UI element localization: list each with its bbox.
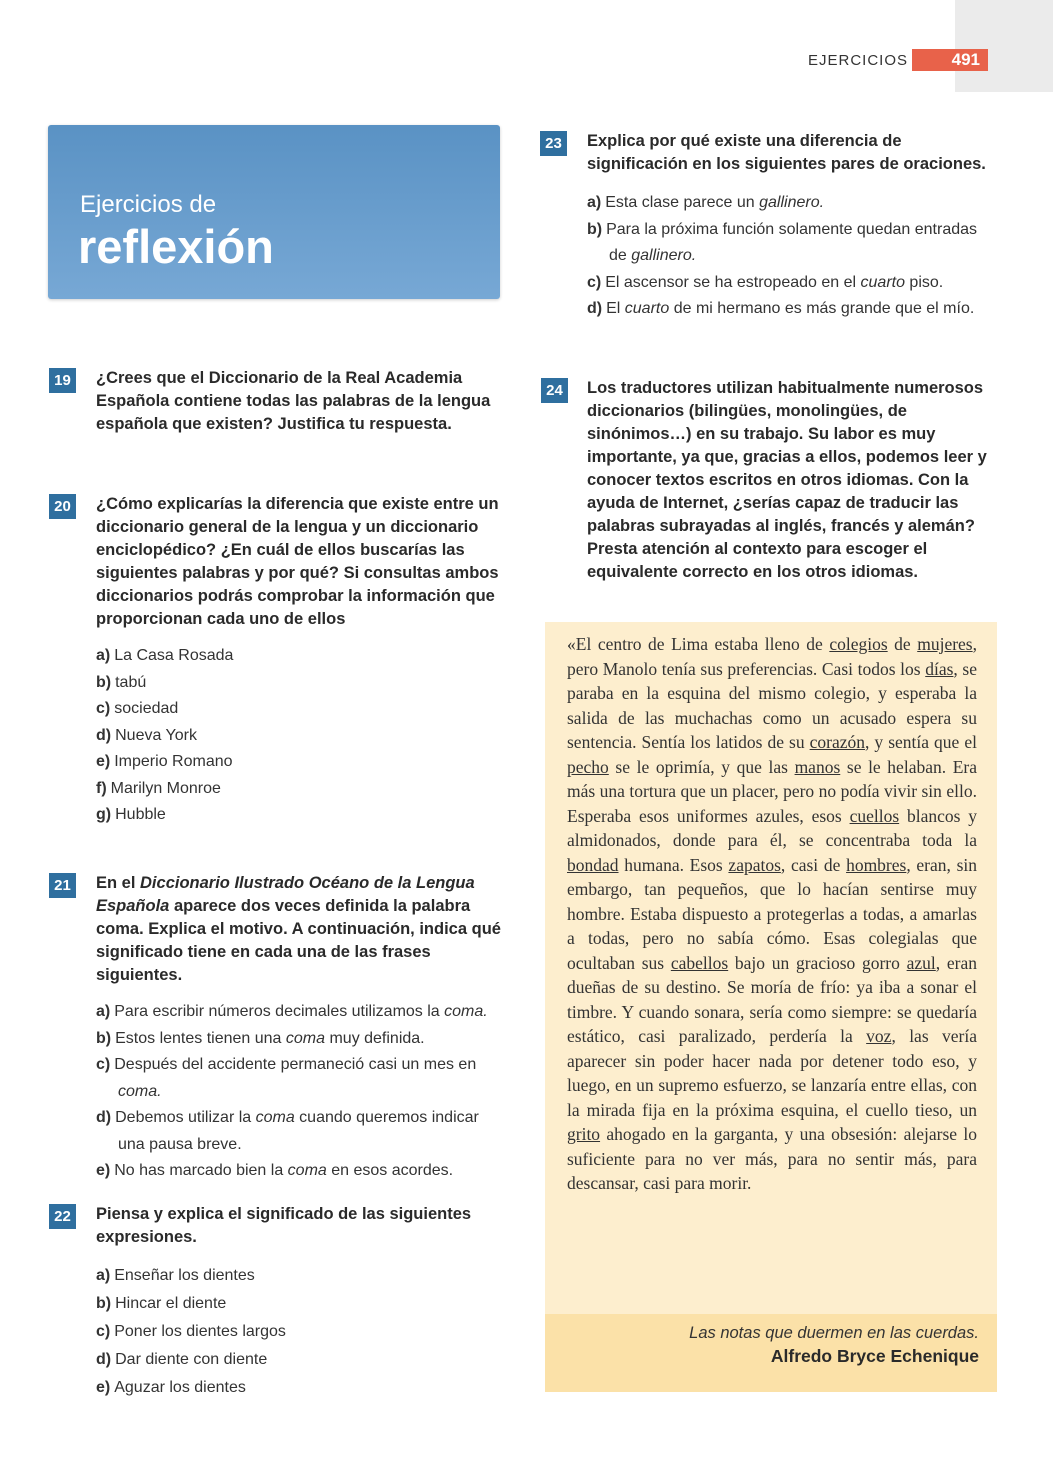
- source-title: Las notas que duermen en las cuerdas.: [689, 1324, 979, 1342]
- quote-segment: , las vería aparecer sin poder hacer nada por detener todo eso, y luego, en un supremo esfuerzo, se lanzaría entre ellas, con la mirada fija en la próxima esquina, el cuello tieso, un: [567, 1026, 977, 1120]
- list-item: b) Para la próxima función solamente quedan entradas de gallinero.: [587, 220, 978, 264]
- list-item: e) No has marcado bien la coma en esos acordes.: [96, 1162, 454, 1179]
- quote-segment: se le helaban. Era más una tortura que un placer, pero no podía vivir sin ello. Esperaba esos uniformes azules, esos: [567, 756, 977, 826]
- list-item: b) Estos lentes tienen una coma muy definida.: [96, 1029, 425, 1047]
- quote-text: [567, 632, 977, 1196]
- quote-segment: , eran dueñas de su destino. Se moría de frío: ya iba a sonar el timbre. Y cuando sonara, sería como siempre: se quedaría estático, casi paralizado, perdería la: [567, 952, 977, 1046]
- exercise-items: [96, 999, 506, 1185]
- exercise-19: [54, 367, 506, 436]
- underlined-word: días: [925, 658, 954, 679]
- exercise-items: [96, 643, 506, 829]
- list-item: d) Nueva York: [96, 726, 197, 744]
- list-item: c) Después del accidente permaneció casi un mes en coma.: [96, 1056, 477, 1100]
- list-item: a) Esta clase parece un gallinero.: [587, 194, 825, 211]
- quote-segment: blancos y almidonados, donde para él, se concentraba toda la: [567, 805, 977, 850]
- exercise-question: ¿Cómo explicarías la diferencia que existe entre un diccionario general de la lengua y un diccionario enciclopédico? ¿En cuál de ellos buscarías las siguientes palabras y por qué? Si consultas ambos diccionarios podrás comprobar la información que proporcionan cada uno de ellos: [96, 495, 499, 628]
- exercise-number: 20: [49, 494, 76, 519]
- banner-title: reflexión: [78, 220, 274, 273]
- list-item: d) Debemos utilizar la coma cuando queremos indicar una pausa breve.: [96, 1109, 479, 1153]
- underlined-word: grito: [567, 1124, 601, 1144]
- exercise-question: Los traductores utilizan habitualmente numerosos diccionarios (bilingües, monolingües, de sinónimos…) en su trabajo. Su labor es muy importante, ya que, gracias a ellos, podemos leer y conocer textos escritos en otros idiomas. Con la ayuda de Internet, ¿serías capaz de traducir las palabras subrayadas al inglés, francés y alemán? Presta atención al contexto para escoger el equivalente correcto en los otros idiomas.: [587, 379, 987, 581]
- quote-segment: , casi de: [780, 854, 847, 875]
- exercise-number: 24: [541, 378, 568, 403]
- underlined-word: azul: [906, 952, 936, 973]
- underlined-word: corazón: [809, 732, 865, 752]
- exercise-number: 19: [49, 368, 76, 393]
- list-item: b) tabú: [96, 673, 147, 691]
- quote-segment: , eran, sin embargo, tan pequeños, que lo hacían sentirse muy hombre. Estaba dispuesto a protegerlas a todas, a amarlas a todas, pero no sabía cómo. Esas colegialas que ocultaban sus: [567, 854, 977, 973]
- list-item: c) sociedad: [96, 700, 179, 717]
- exercise-question: Explica por qué existe una diferencia de significación en los siguientes pares de oraciones.: [587, 132, 986, 173]
- list-item: e) Aguzar los dientes: [96, 1379, 246, 1396]
- quote-segment: humana. Esos: [618, 854, 729, 875]
- exercise-number: 21: [49, 873, 76, 898]
- list-item: c) Poner los dientes largos: [96, 1323, 286, 1340]
- list-item: a) La Casa Rosada: [96, 647, 234, 664]
- list-item: d) El cuarto de mi hermano es más grande que el mío.: [587, 300, 975, 317]
- section-header: EJERCICIOS: [808, 52, 909, 69]
- list-item: f) Marilyn Monroe: [96, 779, 221, 797]
- list-item: d) Dar diente con diente: [96, 1351, 268, 1368]
- list-item: b) Hincar el diente: [96, 1295, 227, 1312]
- exercise-20: [54, 493, 506, 829]
- exercise-question: ¿Crees que el Diccionario de la Real Academia Española contiene todas las palabras de la lengua española que existen? Justifica tu respuesta.: [96, 369, 491, 433]
- underlined-word: colegios: [829, 634, 888, 654]
- underlined-word: manos: [794, 756, 841, 777]
- exercise-23: [545, 130, 997, 323]
- source-author: Alfredo Bryce Echenique: [770, 1346, 979, 1366]
- page-corner-tab: [955, 0, 1053, 92]
- list-item: g) Hubble: [96, 806, 166, 823]
- quote-segment: , se paraba en la esquina del mismo colegio, y esperaba la salida de las muchachas como un acusado espera su sentencia. Sentía los latidos de su: [567, 658, 977, 752]
- quote-box: [545, 622, 997, 1392]
- underlined-word: cabellos: [670, 952, 729, 973]
- exercise-items: [96, 1262, 506, 1402]
- exercise-21: [54, 872, 506, 1185]
- exercise-number: 23: [540, 131, 567, 156]
- underlined-word: mujeres: [917, 634, 973, 654]
- quote-segment: de: [887, 634, 918, 654]
- page-number: 491: [912, 49, 988, 71]
- exercise-22: [54, 1203, 506, 1402]
- section-banner: [48, 125, 500, 299]
- exercise-items: [587, 190, 997, 323]
- quote-segment: se le oprimía, y que las: [608, 756, 795, 777]
- list-item: c) El ascensor se ha estropeado en el cuarto piso.: [587, 273, 944, 291]
- underlined-word: voz: [866, 1026, 892, 1046]
- exercise-question: En el Diccionario Ilustrado Océano de la Lengua Española aparece dos veces definida la palabra coma. Explica el motivo. A continuación, indica qué significado tiene en cada una de las frases siguientes.: [96, 874, 501, 984]
- banner-subtitle: Ejercicios de: [80, 191, 217, 218]
- underlined-word: bondad: [567, 854, 619, 875]
- exercise-24: [546, 377, 997, 584]
- quote-segment: , y sentía que el: [865, 732, 977, 752]
- quote-segment: bajo un gracioso gorro: [728, 952, 907, 973]
- list-item: e) Imperio Romano: [96, 753, 233, 770]
- underlined-word: hombres: [846, 854, 907, 875]
- quote-segment: , pero Manolo tenía sus preferencias. Casi todos los: [567, 634, 977, 679]
- underlined-word: zapatos: [728, 854, 781, 875]
- exercise-question: Piensa y explica el significado de las siguientes expresiones.: [96, 1205, 472, 1246]
- quote-segment: ahogado en la garganta, y una obsesión: alejarse lo suficiente para no ver más, para no sentir más, para descansar, casi para morir.: [567, 1124, 977, 1193]
- quote-segment: «El centro de Lima estaba lleno de: [567, 634, 830, 654]
- underlined-word: pecho: [567, 756, 609, 777]
- list-item: a) Para escribir números decimales utilizamos la coma.: [96, 1003, 488, 1020]
- quote-source: [545, 1314, 997, 1392]
- book-title: Diccionario Ilustrado Océano de la Lengua Española: [96, 874, 475, 915]
- exercise-number: 22: [49, 1204, 76, 1229]
- underlined-word: cuellos: [849, 805, 900, 826]
- list-item: a) Enseñar los dientes: [96, 1267, 255, 1284]
